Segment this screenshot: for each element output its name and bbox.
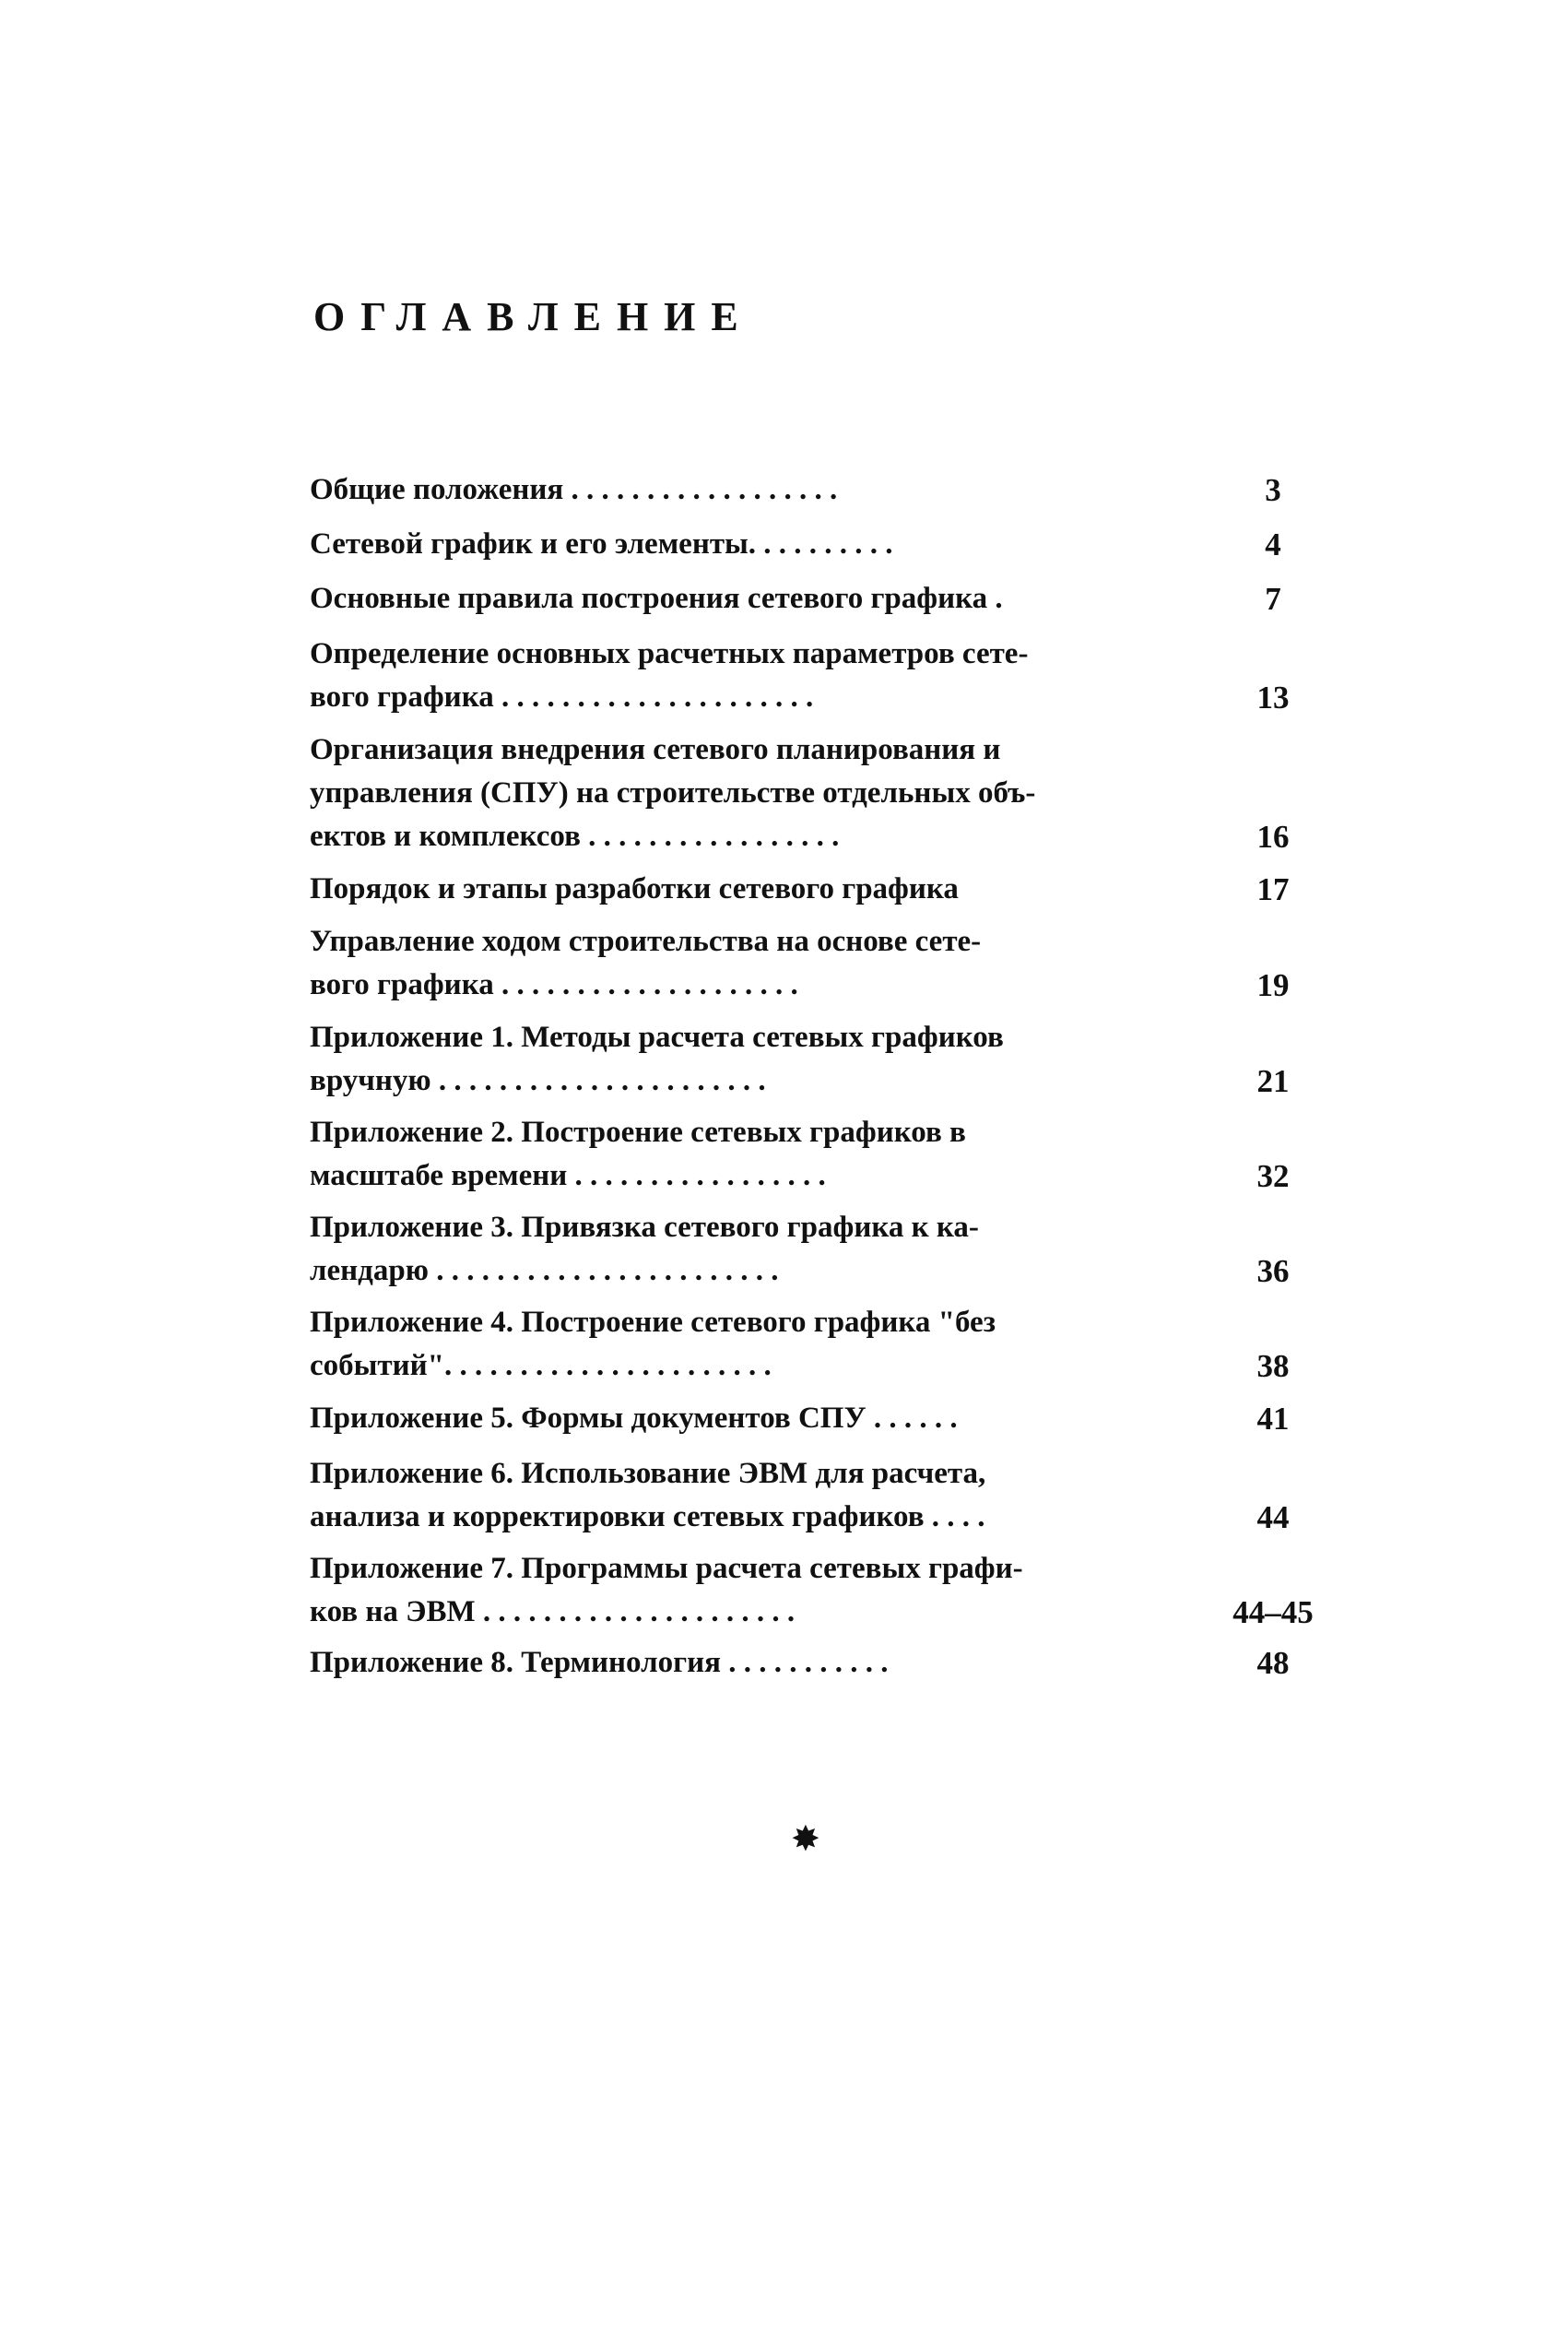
toc-entry-line: Приложение 7. Программы расчета сетевых графи-	[310, 1552, 1023, 1585]
toc-page-number: 44–45	[1232, 1594, 1314, 1630]
toc-entry-text	[310, 1206, 1176, 1293]
toc-entry-line: Приложение 8. Терминология . . . . . . . . . . .	[310, 1646, 889, 1679]
toc-entry	[310, 1016, 1361, 1103]
toc-entry	[310, 577, 1361, 621]
toc-entry-text	[310, 728, 1176, 858]
toc-entry-line: Организация внедрения сетевого планирования и	[310, 733, 1001, 766]
toc-entry-line: Порядок и этапы разработки сетевого графика	[310, 872, 959, 905]
toc-entry-line: Управление ходом строительства на основе сете-	[310, 925, 982, 958]
toc-entry	[310, 1397, 1361, 1440]
toc-entry-line: управления (СПУ) на строительстве отдельных объ-	[310, 776, 1036, 810]
page-title: ОГЛАВЛЕНИЕ	[313, 294, 754, 339]
toc-page-number: 4	[1265, 527, 1281, 562]
toc-page-number: 41	[1256, 1401, 1290, 1437]
toc-entry-line: Приложение 6. Использование ЭВМ для расчета,	[310, 1457, 986, 1490]
toc-entry-text	[310, 633, 1176, 719]
toc-entry-line: вого графика . . . . . . . . . . . . . . . . . . . . .	[310, 680, 814, 714]
toc-entry	[310, 728, 1361, 858]
toc-entry-text	[310, 1111, 1176, 1198]
toc-entry-line: вручную . . . . . . . . . . . . . . . . . . . . . .	[310, 1064, 766, 1097]
toc-entry-text	[310, 1641, 1176, 1685]
toc-page-number: 16	[1256, 819, 1290, 855]
toc-page-number: 13	[1256, 680, 1290, 716]
toc-entry	[310, 868, 1361, 911]
toc-entry	[310, 1641, 1361, 1685]
toc-entry-line: масштабе времени . . . . . . . . . . . . . . . . .	[310, 1159, 826, 1192]
toc-entry-text	[310, 868, 1176, 911]
toc-entry-text	[310, 1016, 1176, 1103]
toc-page-number: 38	[1256, 1348, 1290, 1384]
toc-page-number: 32	[1256, 1158, 1290, 1194]
toc-entry-line: Приложение 4. Построение сетевого графика "без	[310, 1306, 996, 1339]
toc-entry-text	[310, 577, 1176, 621]
toc-page-number: 36	[1256, 1253, 1290, 1289]
toc-entry-text	[310, 1547, 1176, 1634]
asterisk-ornament-icon: ✸	[791, 1818, 820, 1859]
toc-entry-line: событий". . . . . . . . . . . . . . . . . . . . . .	[310, 1349, 772, 1382]
toc-page-number: 3	[1265, 472, 1281, 508]
toc-entry	[310, 920, 1361, 1007]
toc-entry-line: Сетевой график и его элементы. . . . . . . . . .	[310, 527, 893, 561]
toc-entry	[310, 1301, 1361, 1388]
toc-entry-line: Основные правила построения сетевого графика .	[310, 582, 1003, 615]
toc-entry-line: ектов и комплексов . . . . . . . . . . . . . . . . .	[310, 820, 840, 853]
toc-entry-text	[310, 1301, 1176, 1388]
toc-page-number: 17	[1256, 871, 1290, 907]
toc-entry	[310, 468, 1361, 512]
toc-entry	[310, 1206, 1361, 1293]
toc-entry	[310, 1111, 1361, 1198]
toc-entry-line: Приложение 3. Привязка сетевого графика к ка-	[310, 1211, 979, 1244]
toc-entry-text	[310, 1397, 1176, 1440]
toc-entry-text	[310, 920, 1176, 1007]
toc-entry-line: Определение основных расчетных параметров сете-	[310, 637, 1029, 670]
toc-entry-line: Приложение 1. Методы расчета сетевых графиков	[310, 1021, 1004, 1054]
toc-entry-line: лендарю . . . . . . . . . . . . . . . . . . . . . . .	[310, 1254, 779, 1287]
toc-entry-line: вого графика . . . . . . . . . . . . . . . . . . . .	[310, 968, 798, 1001]
toc-entry-line: Приложение 2. Построение сетевых графиков в	[310, 1116, 966, 1149]
toc-entry-text	[310, 1452, 1176, 1539]
toc-page-number: 21	[1256, 1063, 1290, 1099]
toc-entry	[310, 1452, 1361, 1539]
toc-entry-text	[310, 523, 1176, 566]
toc-entry-line: Общие положения . . . . . . . . . . . . . . . . . .	[310, 473, 838, 506]
toc-entry	[310, 633, 1361, 719]
toc-entry-line: Приложение 5. Формы документов СПУ . . . . . .	[310, 1402, 958, 1435]
toc-page-number: 44	[1256, 1499, 1290, 1535]
toc-page-number: 48	[1256, 1645, 1290, 1681]
toc-entry-line: ков на ЭВМ . . . . . . . . . . . . . . . . . . . . .	[310, 1595, 796, 1628]
toc-entry-text	[310, 468, 1176, 512]
toc-page-number: 19	[1256, 967, 1290, 1003]
toc-entry	[310, 523, 1361, 566]
toc-entry	[310, 1547, 1361, 1634]
toc-entry-line: анализа и корректировки сетевых графиков . . . .	[310, 1500, 985, 1533]
toc-page-number: 7	[1265, 581, 1281, 617]
